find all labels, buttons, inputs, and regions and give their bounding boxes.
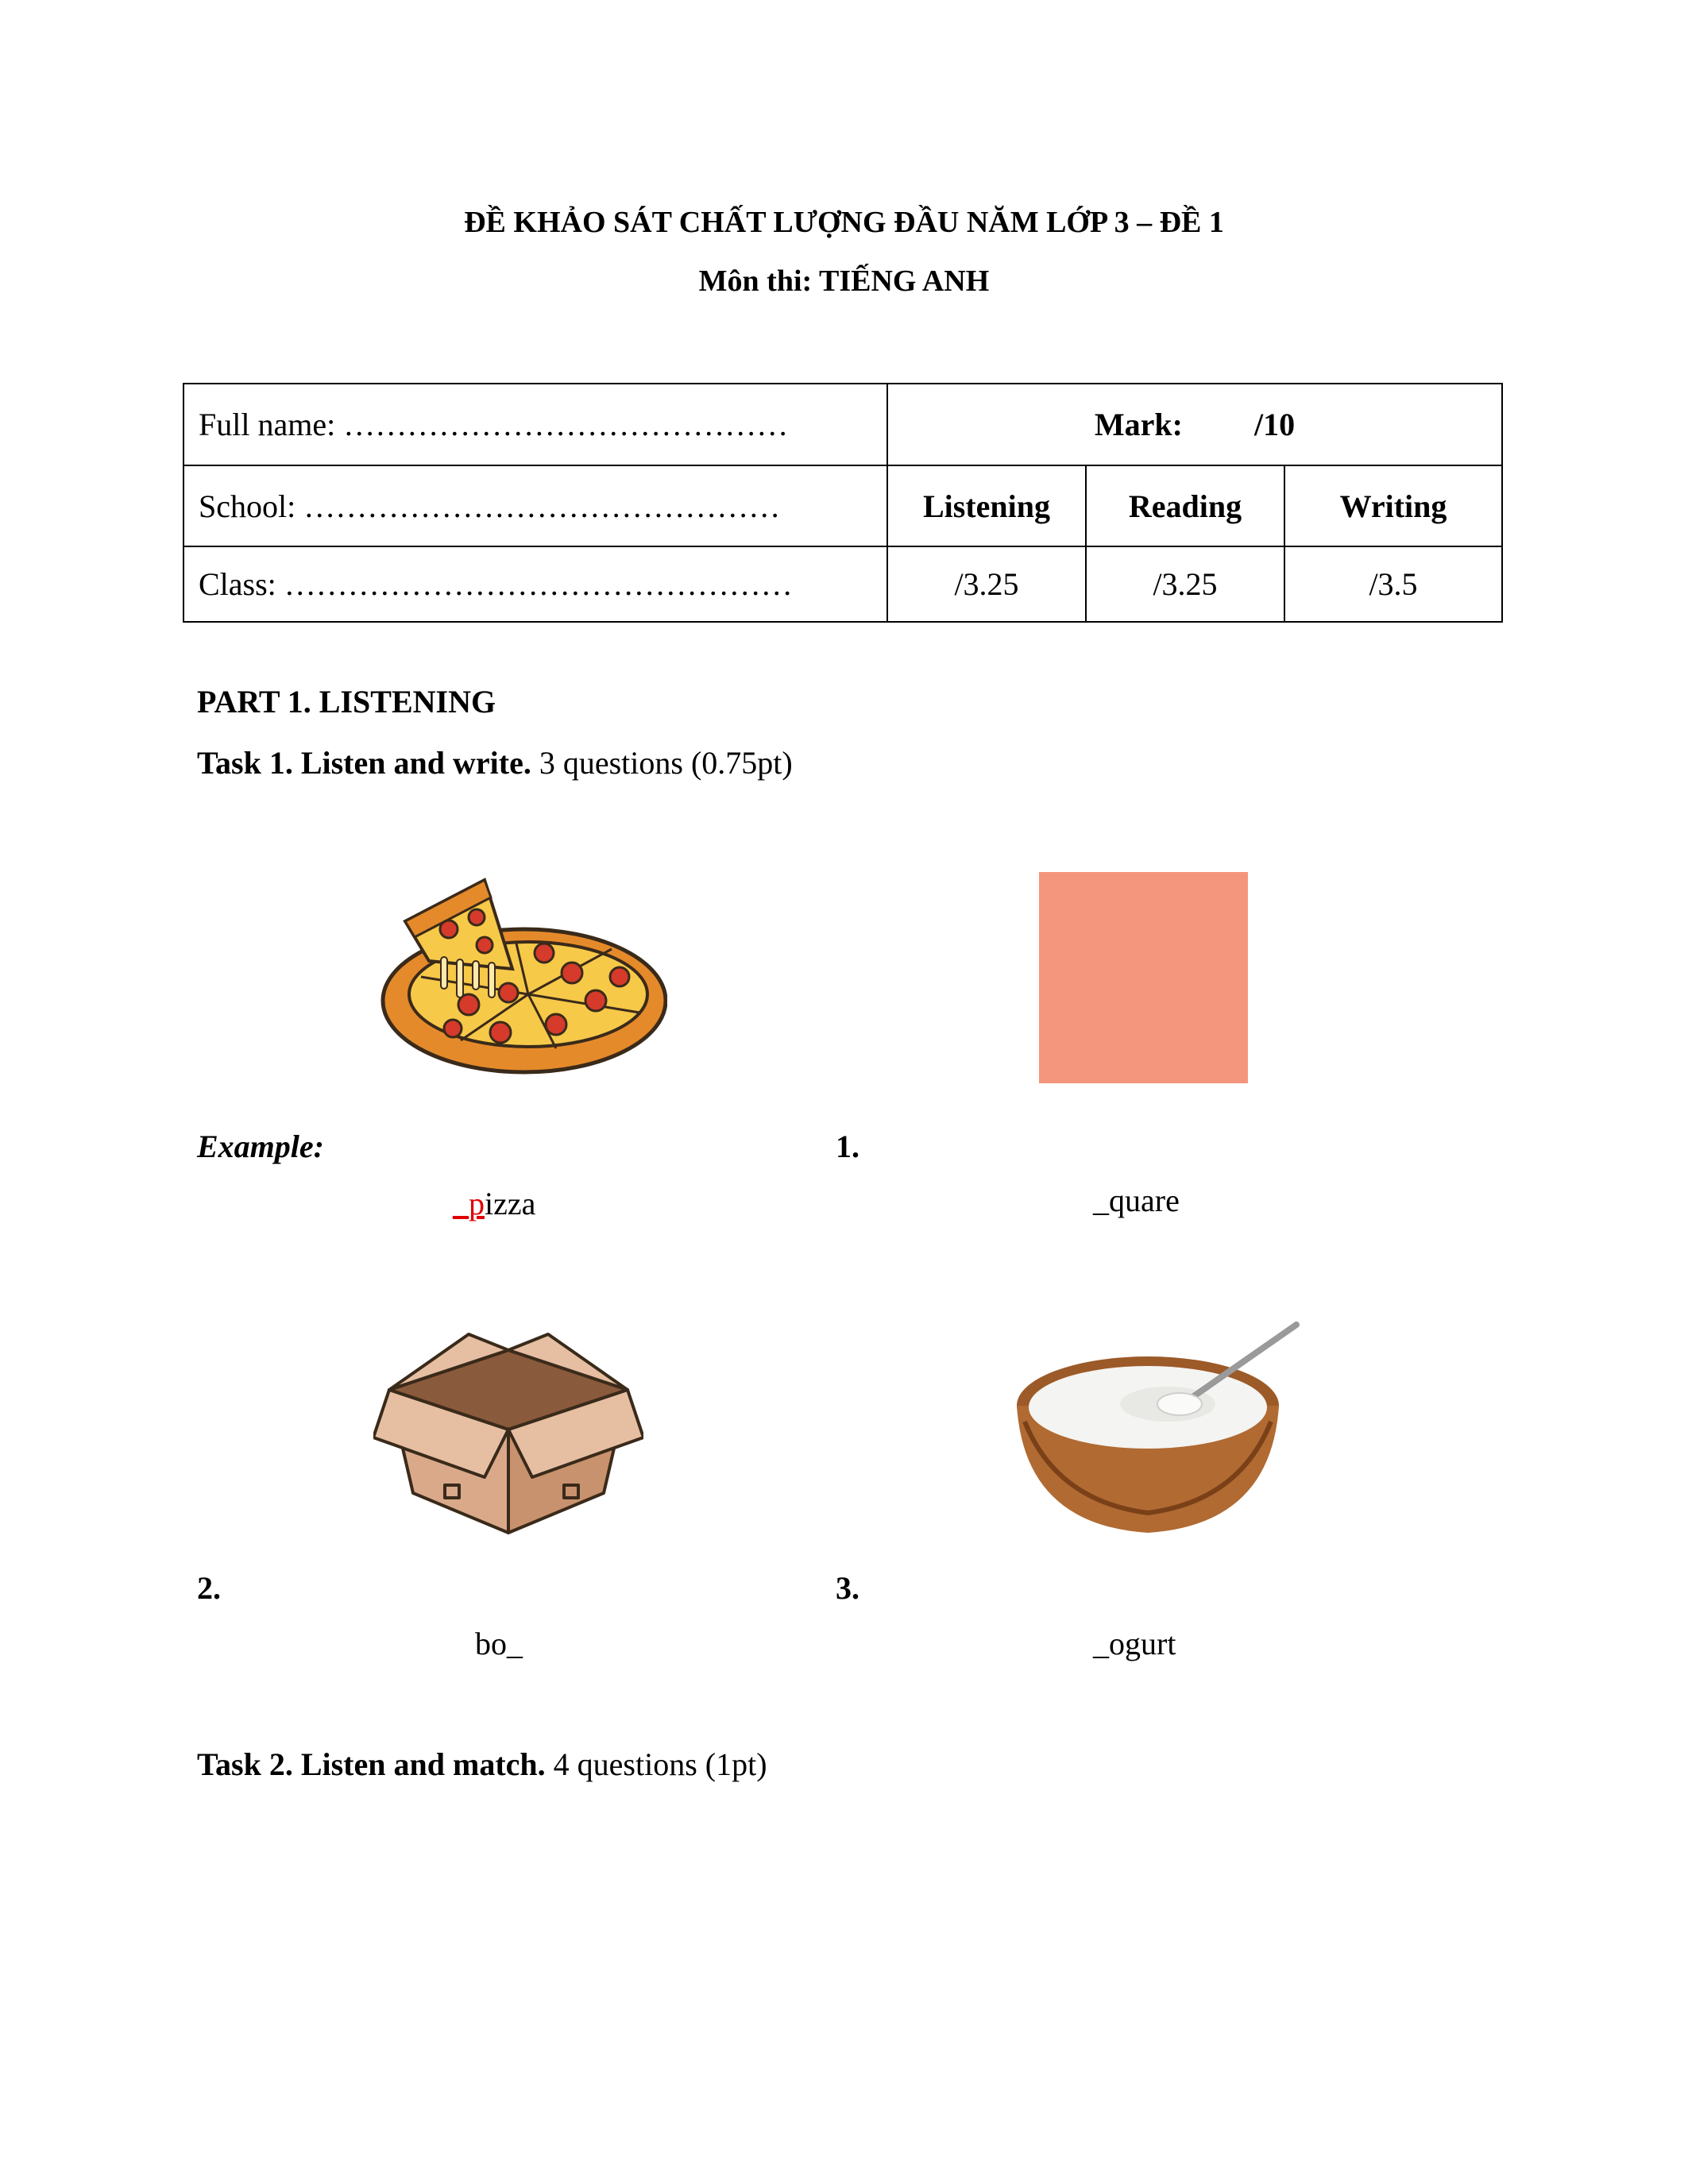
question-2-word: bo_	[475, 1626, 523, 1661]
class-field[interactable]: Class: …………………………………………	[183, 546, 887, 622]
reading-header: Reading	[1086, 465, 1284, 546]
task1-instruction	[197, 744, 793, 781]
box-icon	[373, 1302, 643, 1541]
part1-heading: PART 1. LISTENING	[197, 684, 496, 720]
listening-score: /3.25	[887, 546, 1086, 622]
listening-header: Listening	[887, 465, 1086, 546]
task1-title: Task 1. Listen and write.	[197, 745, 531, 781]
task1-points: 3 questions (0.75pt)	[531, 745, 793, 781]
example-word	[453, 1185, 535, 1222]
task2-points: 4 questions (1pt)	[545, 1746, 767, 1782]
mark-label: Mark:	[1094, 407, 1183, 442]
subject-subtitle: Môn thi: TIẾNG ANH	[698, 264, 990, 298]
example-prefix: _	[453, 1186, 469, 1221]
example-label: Example:	[197, 1129, 324, 1164]
yogurt-bowl-icon	[1009, 1318, 1311, 1557]
mark-cell	[887, 384, 1502, 465]
question-1-label: 1.	[836, 1129, 859, 1164]
question-3-word: _ogurt	[1093, 1626, 1176, 1661]
student-info-table	[183, 383, 1503, 623]
full-name-field[interactable]: Full name: ……………………………………	[183, 384, 887, 465]
writing-score: /3.5	[1284, 546, 1502, 622]
pizza-icon	[373, 874, 667, 1080]
question-2-label: 2.	[197, 1570, 221, 1606]
writing-header: Writing	[1284, 465, 1502, 546]
example-answer: p	[469, 1186, 485, 1221]
task2-title: Task 2. Listen and match.	[197, 1746, 546, 1782]
question-1-word: _quare	[1093, 1183, 1180, 1218]
task2-instruction	[197, 1746, 767, 1783]
reading-score: /3.25	[1086, 546, 1284, 622]
example-suffix: izza	[485, 1186, 536, 1221]
page-title: ĐỀ KHẢO SÁT CHẤT LƯỢNG ĐẦU NĂM LỚP 3 – ĐỀ 1	[464, 206, 1224, 239]
mark-value: /10	[1253, 407, 1296, 442]
question-3-label: 3.	[836, 1570, 859, 1606]
school-field[interactable]: School: ………………………………………	[183, 465, 887, 546]
square-icon	[1039, 872, 1248, 1083]
